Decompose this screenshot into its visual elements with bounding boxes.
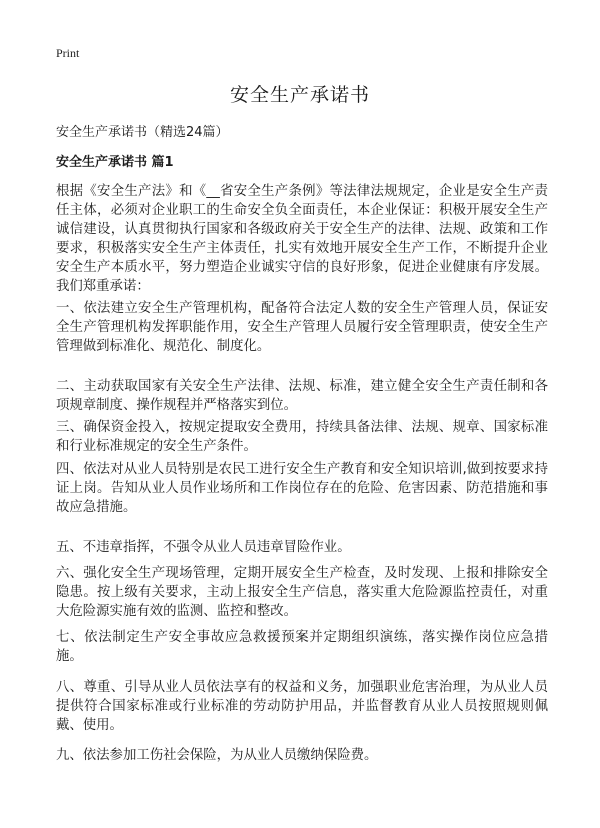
document-title: 安全生产承诺书 [229, 84, 370, 106]
paragraph-commitment-3: 三、确保资金投入，按规定提取安全费用，持续具备法律、法规、规章、国家标准和行业标准规定的安全生产条件。 [56, 420, 548, 454]
section-heading: 安全生产承诺书 篇1 [56, 155, 174, 170]
paragraph-commitment-2: 二、主动获取国家有关安全生产法律、法规、标准，建立健全安全生产责任制和各项规章制度、操作规程并严格落实到位。 [56, 379, 548, 413]
paragraph-commitment-7: 七、依法制定生产安全事故应急救援预案并定期组织演练，落实操作岗位应急措施。 [56, 630, 548, 664]
print-label: Print [56, 46, 80, 60]
paragraph-commitment-1: 一、依法建立安全生产管理机构，配备符合法定人数的安全生产管理人员，保证安全生产管理机构发挥职能作用，安全生产管理人员履行安全管理职责，使安全生产管理做到标准化、规范化、制度化。 [56, 301, 548, 354]
paragraph-intro: 根据《安全生产法》和《__省安全生产条例》等法律法规规定，企业是安全生产责任主体，必须对企业职工的生命安全负全面责任，本企业保证：积极开展安全生产诚信建设，认真贯彻执行国家和各级政府关于安全生产的法律、法规、政策和工作要求，积极落实安全生产主体责任，扎实有效地开展安全生产工作，不断提升企业安全生产本质水平，努力塑造企业诚实守信的良好形象，促进企业健康有序发展。我们郑重承诺： [56, 184, 548, 294]
document-subtitle: 安全生产承诺书（精选24篇） [56, 125, 229, 140]
paragraph-commitment-9: 九、依法参加工伤社会保险，为从业人员缴纳保险费。 [56, 748, 378, 763]
paragraph-commitment-5: 五、不违章指挥，不强令从业人员违章冒险作业。 [56, 540, 351, 555]
paragraph-commitment-6: 六、强化安全生产现场管理，定期开展安全生产检查，及时发现、上报和排除安全隐患。按上级有关要求，主动上报安全生产信息，落实重大危险源监控责任，对重大危险源实施有效的监测、监控和整改。 [56, 566, 548, 619]
paragraph-commitment-4: 四、依法对从业人员特别是农民工进行安全生产教育和安全知识培训,做到按要求持证上岗。告知从业人员作业场所和工作岗位存在的危险、危害因素、防范措施和事故应急措施。 [56, 462, 548, 515]
paragraph-commitment-8: 八、尊重、引导从业人员依法享有的权益和义务，加强职业危害治理，为从业人员提供符合国家标准或行业标准的劳动防护用品，并监督教育从业人员按照规则佩戴、使用。 [56, 680, 548, 733]
